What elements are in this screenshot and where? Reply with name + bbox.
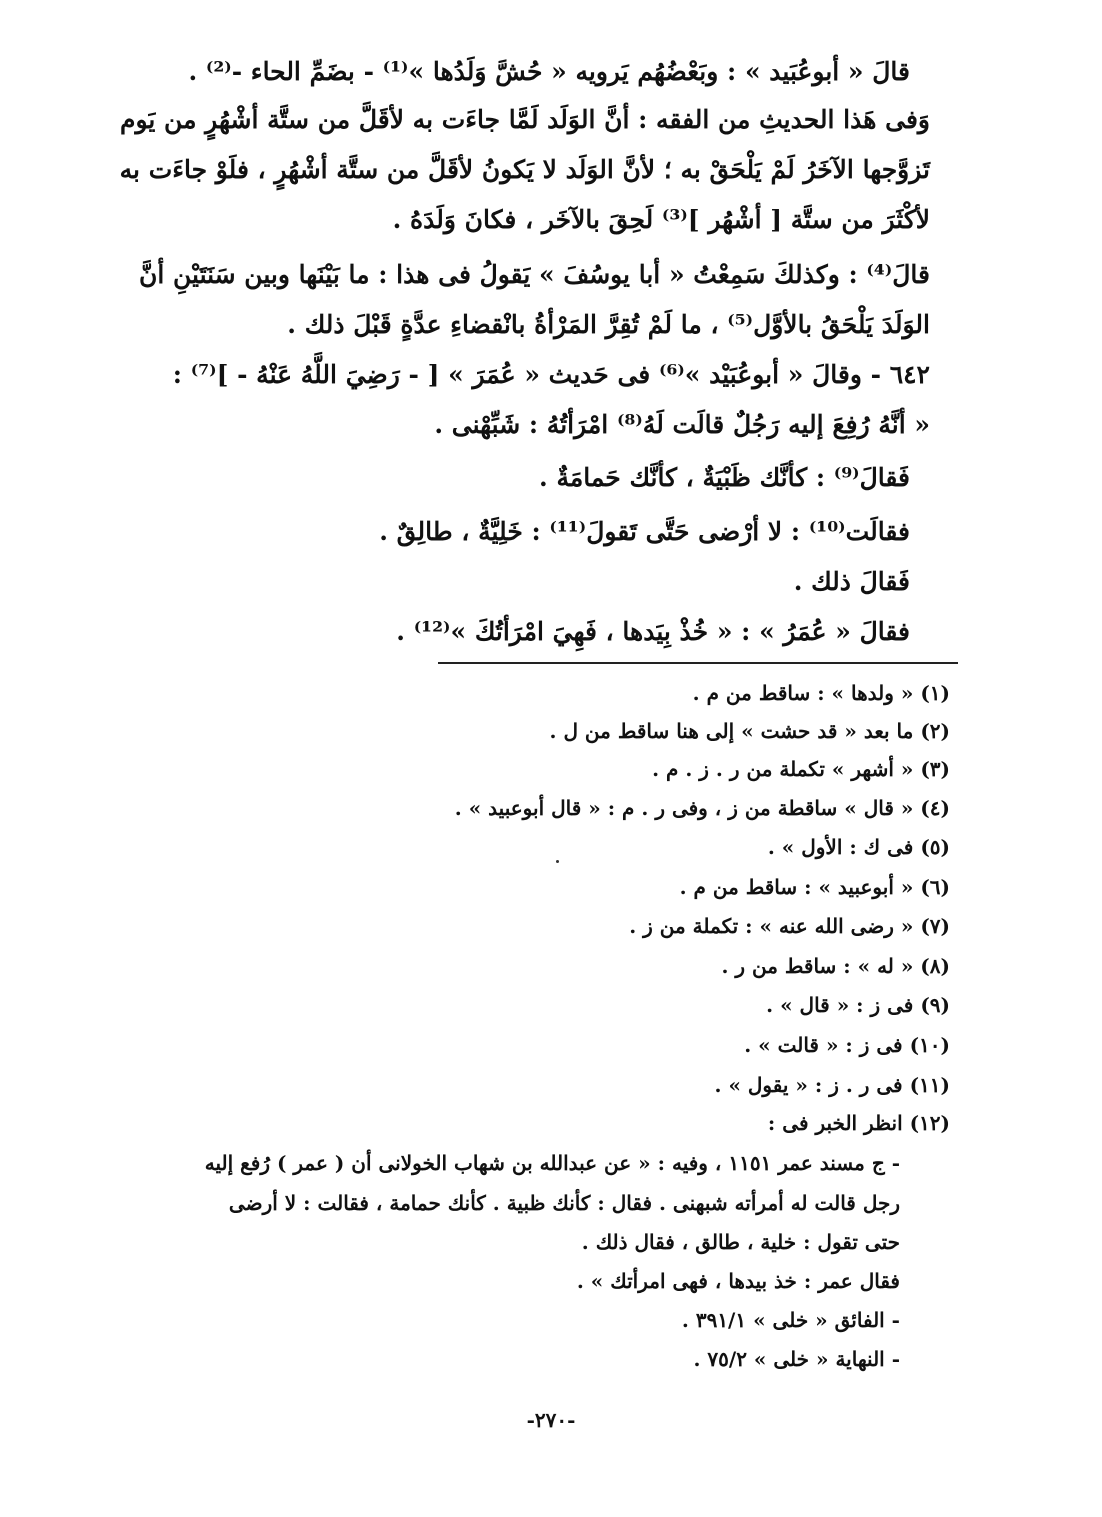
- hadith-heading: ٦٤٢ - وقالَ « أبوعُبَيْد »⁽⁶⁾ فى حَديث « عُمَرَ » [ - رَضِيَ اللَّهُ عَنْهُ - ]⁽⁷⁾ :: [172, 360, 930, 389]
- text-line: فقالَ « عُمَرُ » : « خُذْ بِيَدها ، فَهِيَ امْرَأتُكَ »⁽¹²⁾ .: [396, 617, 910, 646]
- footnote: (٤) « قال » ساقطة من ز ، وفى ر . م : « قال أبوعبيد » .: [454, 796, 950, 820]
- footnote-detail: - الفائق « خلى » ٣٩١/١ .: [681, 1308, 900, 1332]
- footnote-detail: - ج مسند عمر ١١٥١ ، وفيه : « عن عبدالله بن شهاب الخولانى أن ( عمر ) رُفع إليه: [204, 1151, 900, 1175]
- footnote: (٩) فى ز : « قال » .: [766, 993, 950, 1017]
- footnote: (٧) « رضى الله عنه » : تكملة من ز .: [629, 914, 950, 938]
- text-line: فَقالَ⁽⁹⁾ : كأنَّك ظَبْيَةٌ ، كأنَّك حَمامَةٌ .: [539, 463, 910, 492]
- text-line: قالَ « أبوعُبَيد » : وبَعْضُهُم يَرويه « حُشَّ وَلَدُها »⁽¹⁾ - بضَمِّ الحاء -⁽²⁾ .: [188, 57, 910, 86]
- text-line: لأكْثَرَ من ستَّة [ أشْهُر ]⁽³⁾ لَحِقَ بالآخَر ، فكانَ وَلَدَهُ .: [392, 205, 930, 234]
- footnote: (٥) فى ك : الأول » .: [767, 835, 950, 859]
- text-line: الوَلَدَ يَلْحَقُ بالأوَّل⁽⁵⁾ ، ما لَمْ تُقِرَّ المَرْأةُ بانْقضاءِ عدَّةٍ قَبْلَ ذلك .: [287, 310, 930, 339]
- footnote: (١٢) انظر الخبر فى :: [767, 1111, 950, 1135]
- footnote-divider: [438, 662, 958, 664]
- page-number: -٢٧٠-: [526, 1408, 576, 1432]
- footnote: (١) « ولدها » : ساقط من م .: [692, 681, 950, 705]
- footnote: (١٠) فى ز : « قالت » .: [744, 1033, 950, 1057]
- scan-speck: [556, 860, 559, 863]
- footnote: (٦) « أبوعبيد » : ساقط من م .: [679, 875, 950, 899]
- footnote-detail: حتى تقول : خلية ، طالق ، فقال ذلك .: [581, 1230, 900, 1254]
- text-line: قالَ⁽⁴⁾ : وكذلكَ سَمِعْتُ « أبا يوسُفَ » يَقولُ فى هذا : ما بَيْنَها وبين سَنَتَيْنِ أنَّ: [138, 260, 930, 289]
- footnote: (٣) « أشهر » تكملة من ر . ز . م .: [652, 757, 950, 781]
- text-line: « أنَّهُ رُفِعَ إليه رَجُلٌ قالَت لَهُ⁽⁸⁾ امْرَأتُهُ : شَبِّهْنى .: [434, 410, 930, 439]
- footnote: (٢) ما بعد « قد حشت » إلى هنا ساقط من ل .: [549, 719, 950, 743]
- footnote-detail: - النهاية « خلى » ٧٥/٢ .: [693, 1347, 900, 1371]
- footnote: (٨) « له » : ساقط من ر .: [721, 954, 950, 978]
- footnote-detail: رجل قالت له أمرأته شبهنى . فقال : كأنك ظبية . كأنك حمامة ، فقالت : لا أرضى: [228, 1191, 900, 1215]
- text-line: وَفى هَذا الحديثِ من الفقه : أنَّ الوَلَد لَمَّا جاءَت به لأقَلَّ من ستَّة أشْهُرٍ من يَوم: [120, 105, 930, 134]
- footnote-detail: فقال عمر : خذ بيدها ، فهى امرأتك » .: [576, 1269, 900, 1293]
- text-line: فقالَت⁽¹⁰⁾ : لا أرْضى حَتَّى تَقولَ⁽¹¹⁾ : خَلِيَّةٌ ، طالِقٌ .: [379, 517, 910, 546]
- footnote: (١١) فى ر . ز : « يقول » .: [714, 1073, 950, 1097]
- text-line: فَقالَ ذلك .: [793, 567, 910, 596]
- text-line: تَزوَّجها الآخَرُ لَمْ يَلْحَقْ به ؛ لأنَّ الوَلَد لا يَكونُ لأقَلَّ من ستَّة أشْهُرٍ ، فلَوْ جاءَت به: [119, 155, 930, 184]
